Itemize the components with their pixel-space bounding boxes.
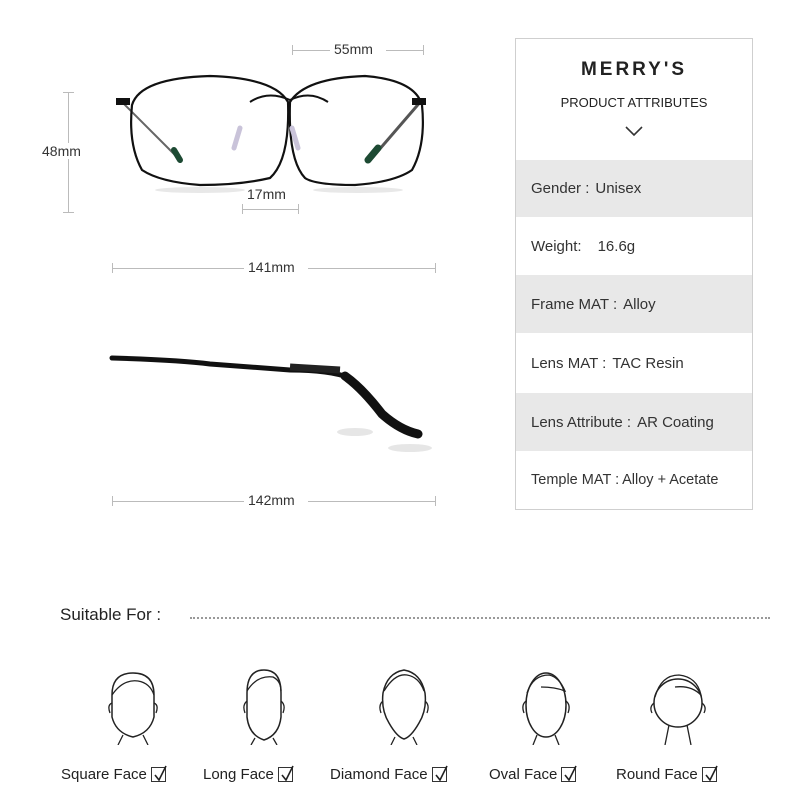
attr-label: Temple MAT : xyxy=(531,472,620,488)
suitable-for-title: Suitable For : xyxy=(60,605,162,624)
face-label-text: Oval Face xyxy=(489,766,558,783)
product-attributes-panel xyxy=(515,38,753,510)
bridge-label: 17mm xyxy=(247,186,286,202)
oval-face-icon xyxy=(511,665,581,745)
attributes-title: PRODUCT ATTRIBUTES xyxy=(560,95,708,110)
checkbox-icon xyxy=(561,767,576,782)
temple-length-tick-right xyxy=(435,496,436,506)
face-label-square xyxy=(61,766,166,783)
attr-row-weight xyxy=(516,217,752,275)
bridge-tick-right xyxy=(298,204,299,214)
attr-row-temple-mat xyxy=(516,451,752,509)
checkbox-icon xyxy=(702,767,717,782)
attr-row-gender xyxy=(516,160,752,217)
glasses-side-view xyxy=(100,330,450,460)
attr-label: Frame MAT : xyxy=(531,295,618,313)
attr-label: Gender : xyxy=(531,180,590,197)
face-label-text: Diamond Face xyxy=(330,766,428,783)
lens-width-label: 55mm xyxy=(334,41,373,57)
lens-width-tick-right xyxy=(423,45,424,55)
checkbox-icon xyxy=(278,767,293,782)
attr-value: TAC Resin xyxy=(612,354,684,372)
checkbox-icon xyxy=(432,767,447,782)
attr-row-lens-attribute xyxy=(516,393,752,451)
checkbox-icon xyxy=(151,767,166,782)
face-label-text: Square Face xyxy=(61,766,147,783)
lens-width-tick-left xyxy=(292,45,293,55)
frame-width-line-right xyxy=(308,268,436,269)
attr-label: Weight: xyxy=(531,237,582,255)
brand-logo: MERRY'S xyxy=(580,59,688,80)
lens-height-tick-bottom xyxy=(63,212,74,213)
attr-row-frame-mat xyxy=(516,275,752,333)
lens-height-tick-top xyxy=(63,92,74,93)
diamond-face-icon xyxy=(369,665,439,745)
dotted-divider xyxy=(190,617,770,619)
frame-width-line-left xyxy=(112,268,244,269)
face-label-round xyxy=(616,766,717,783)
temple-length-label: 142mm xyxy=(248,492,295,508)
frame-width-label: 141mm xyxy=(248,259,295,275)
attr-value: 16.6g xyxy=(597,237,636,255)
attr-value: AR Coating xyxy=(637,413,714,431)
face-label-oval xyxy=(489,766,576,783)
round-face-icon xyxy=(643,665,713,745)
face-label-diamond xyxy=(330,766,447,783)
attr-row-lens-mat xyxy=(516,333,752,393)
temple-length-line-right xyxy=(308,501,436,502)
attr-value: Alloy + Acetate xyxy=(622,472,719,488)
temple-length-line-left xyxy=(112,501,244,502)
attr-label: Lens Attribute : xyxy=(531,413,632,431)
long-face-icon xyxy=(229,665,299,745)
chevron-down-icon xyxy=(623,124,645,138)
attr-value: Unisex xyxy=(595,180,642,197)
bridge-line xyxy=(242,209,299,210)
square-face-icon xyxy=(98,665,168,745)
face-label-text: Long Face xyxy=(203,766,274,783)
face-label-text: Round Face xyxy=(616,766,698,783)
attr-value: Alloy xyxy=(623,295,656,313)
frame-width-tick-right xyxy=(435,263,436,273)
lens-width-line-right xyxy=(386,50,424,51)
lens-height-label: 48mm xyxy=(42,143,81,159)
lens-width-line-left xyxy=(292,50,330,51)
attr-label: Lens MAT : xyxy=(531,354,607,372)
face-label-long xyxy=(203,766,293,783)
